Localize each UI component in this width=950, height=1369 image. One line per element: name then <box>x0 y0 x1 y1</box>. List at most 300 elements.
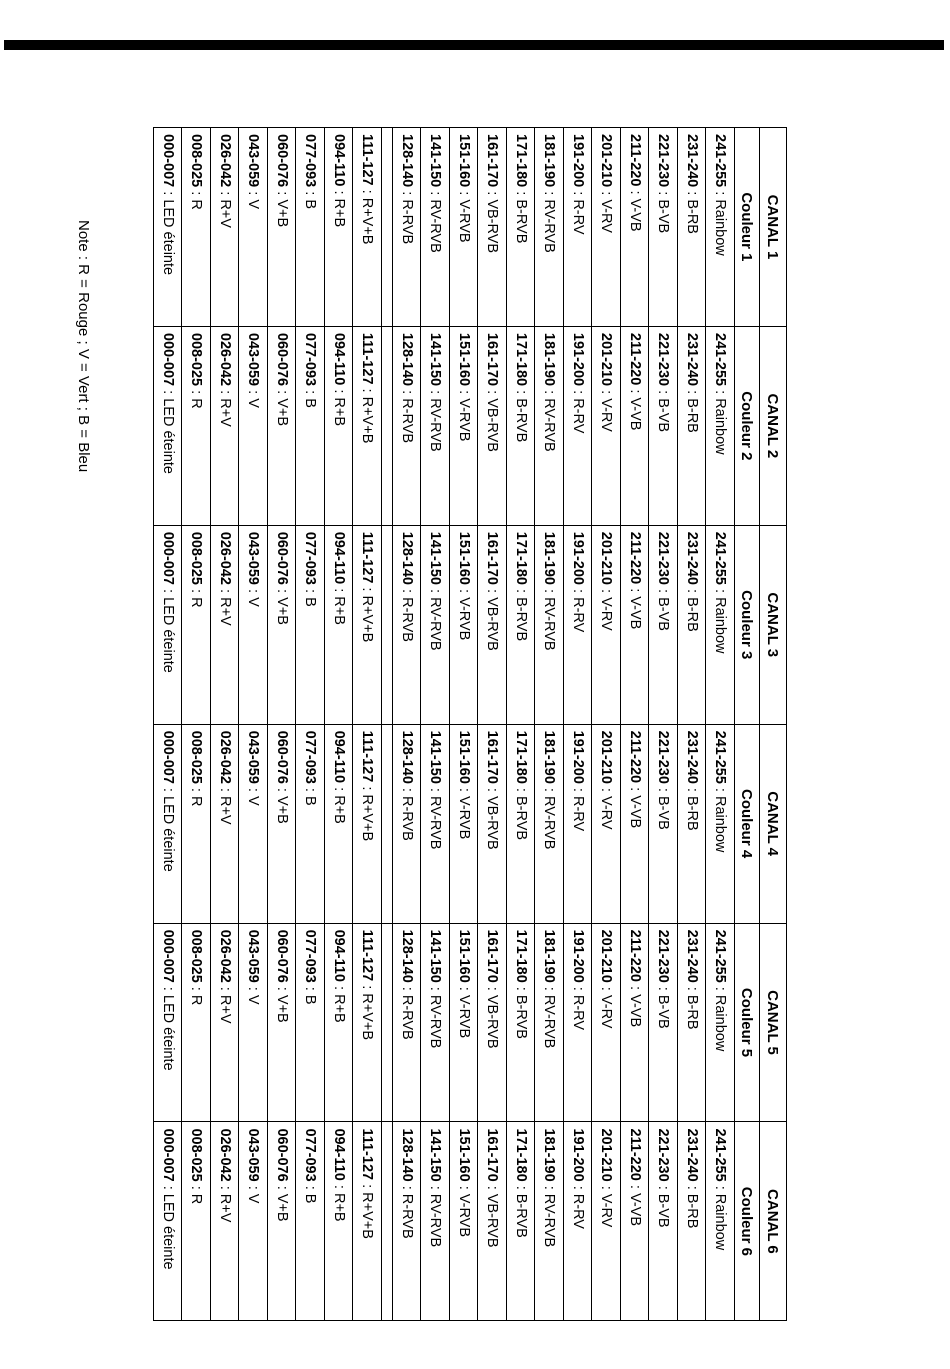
table-cell <box>678 326 707 525</box>
table-row <box>564 128 593 1321</box>
range-value: 231-240 <box>684 1128 700 1182</box>
range-value: 151-160 <box>456 134 472 188</box>
table-cell <box>478 724 507 923</box>
color-value: B <box>302 597 319 607</box>
table-cell <box>592 525 621 724</box>
separator: : <box>655 1181 672 1194</box>
color-value: B-RB <box>684 199 700 234</box>
color-value: Rainbow <box>712 994 729 1052</box>
dmx-table-container <box>160 127 787 1320</box>
separator: : <box>627 981 643 995</box>
range-value: 000-007 <box>160 531 176 585</box>
separator: : <box>245 187 262 200</box>
color-value: V-RV <box>598 199 615 233</box>
range-value: 000-007 <box>160 730 176 784</box>
color-value: VB-RVB <box>484 597 501 651</box>
range-value: 181-190 <box>541 1128 558 1182</box>
table-cell <box>535 923 564 1122</box>
separator: : <box>684 187 700 200</box>
table-cell <box>211 1122 240 1321</box>
table-row <box>450 128 479 1321</box>
range-value: 211-220 <box>627 929 643 982</box>
color-value: V+B <box>274 1193 290 1222</box>
canal-header <box>760 724 787 923</box>
table-cell <box>450 525 479 724</box>
color-value: R <box>188 1193 205 1205</box>
table-cell <box>211 525 240 724</box>
table-cell <box>393 128 422 327</box>
range-value: 026-042 <box>217 531 233 585</box>
color-value: V-RVB <box>456 1193 472 1238</box>
color-value: LED éteinte <box>160 1193 176 1270</box>
table-cell <box>239 525 268 724</box>
table-cell <box>649 525 678 724</box>
canal-label: CANAL 2 <box>764 393 782 459</box>
color-value: R-RV <box>570 994 586 1031</box>
range-value: 026-042 <box>217 332 233 387</box>
color-value: B-RVB <box>513 199 529 244</box>
spacer-cell <box>382 128 393 327</box>
range-value: 221-230 <box>655 929 672 983</box>
range-value: 043-059 <box>245 134 262 188</box>
range-value: 077-093 <box>302 1128 319 1182</box>
range-value: 111-127 <box>359 1128 376 1181</box>
table-cell <box>649 724 678 923</box>
separator: : <box>217 1181 233 1194</box>
range-value: 231-240 <box>684 929 700 983</box>
color-value: V-RV <box>598 994 615 1029</box>
color-value: V <box>245 597 262 607</box>
color-value: V-RV <box>598 795 615 830</box>
couleur-header <box>735 128 760 327</box>
table-cell <box>325 525 354 724</box>
separator: : <box>399 585 415 598</box>
separator: : <box>456 1181 472 1194</box>
table-row <box>393 128 422 1321</box>
separator: : <box>570 187 586 200</box>
separator: : <box>427 386 444 399</box>
range-value: 111-127 <box>359 531 376 584</box>
table-cell <box>393 326 422 525</box>
table-cell <box>182 128 211 327</box>
table-cell <box>421 1122 450 1321</box>
table-cell <box>450 326 479 525</box>
range-value: 151-160 <box>456 1128 472 1182</box>
range-value: 171-180 <box>513 730 529 784</box>
separator: : <box>541 585 558 598</box>
table-row <box>211 128 240 1321</box>
table-row <box>154 128 183 1321</box>
color-value: R <box>188 398 205 409</box>
table-cell <box>564 1122 593 1321</box>
separator: : <box>427 585 444 598</box>
table-cell <box>325 326 354 525</box>
table-cell <box>325 128 354 327</box>
color-value: LED éteinte <box>160 795 176 872</box>
table-cell <box>621 923 650 1122</box>
canal-label: CANAL 4 <box>764 791 782 856</box>
color-value: B-VB <box>655 1193 672 1228</box>
color-value: RV-RVB <box>427 398 444 452</box>
separator: : <box>427 783 444 796</box>
separator: : <box>399 982 415 995</box>
range-value: 060-076 <box>274 929 290 983</box>
table-cell <box>478 1122 507 1321</box>
separator: : <box>541 783 558 796</box>
range-value: 060-076 <box>274 1128 290 1182</box>
color-value: B-RB <box>684 597 700 632</box>
separator: : <box>456 982 472 995</box>
color-value: R <box>188 597 205 608</box>
color-value: VB-RVB <box>484 398 501 452</box>
table-cell <box>564 923 593 1122</box>
range-value: 191-200 <box>570 531 586 585</box>
table-row <box>268 128 297 1321</box>
color-value: RV-RVB <box>427 1193 444 1248</box>
table-cell <box>182 1122 211 1321</box>
table-cell <box>154 923 183 1122</box>
color-value: R <box>188 795 205 807</box>
color-value: V-VB <box>627 596 643 630</box>
range-value: 008-025 <box>188 929 205 983</box>
color-value: B <box>302 398 319 408</box>
color-value: Rainbow <box>712 597 729 654</box>
range-value: 043-059 <box>245 929 262 983</box>
table-cell <box>478 326 507 525</box>
range-value: 201-210 <box>598 531 615 585</box>
table-cell <box>535 326 564 525</box>
color-value: R-RVB <box>399 994 415 1040</box>
color-value: V <box>245 398 262 408</box>
range-value: 141-150 <box>427 1128 444 1182</box>
range-value: 060-076 <box>274 332 290 387</box>
separator: : <box>188 386 205 399</box>
table-cell <box>592 923 621 1122</box>
separator: : <box>484 1181 501 1194</box>
range-value: 161-170 <box>484 730 501 784</box>
range-value: 077-093 <box>302 531 319 585</box>
table-row <box>421 128 450 1321</box>
color-value: R+B <box>331 795 347 824</box>
range-value: 161-170 <box>484 531 501 585</box>
separator: : <box>399 187 415 200</box>
separator: : <box>712 982 729 995</box>
table-cell <box>182 525 211 724</box>
separator: : <box>513 1181 529 1194</box>
table-cell <box>564 128 593 327</box>
couleur-label: Couleur 1 <box>738 192 756 262</box>
spacer-cell <box>382 1122 393 1321</box>
separator: : <box>570 585 586 598</box>
separator: : <box>655 386 672 399</box>
color-value: R-RV <box>570 597 586 633</box>
separator: : <box>160 1181 176 1194</box>
canal-header <box>760 525 787 724</box>
table-cell <box>621 724 650 923</box>
separator: : <box>570 982 586 995</box>
color-value: R+B <box>331 198 347 228</box>
range-value: 077-093 <box>302 134 319 188</box>
separator: : <box>456 585 472 598</box>
color-value: V+B <box>274 597 290 625</box>
range-value: 151-160 <box>456 332 472 387</box>
color-value: LED éteinte <box>160 994 176 1071</box>
color-value: RV-RVB <box>427 199 444 253</box>
table-cell <box>421 128 450 327</box>
range-value: 141-150 <box>427 134 444 188</box>
separator: : <box>302 1181 319 1194</box>
table-cell <box>268 1122 297 1321</box>
color-value: B-RVB <box>513 1193 529 1238</box>
couleur-header <box>735 923 760 1122</box>
table-cell <box>239 326 268 525</box>
table-cell <box>421 326 450 525</box>
range-value: 000-007 <box>160 134 176 188</box>
separator: : <box>712 1181 729 1194</box>
range-value: 111-127 <box>359 730 376 783</box>
color-value: R+V <box>217 199 233 228</box>
range-value: 221-230 <box>655 531 672 585</box>
table-cell <box>564 724 593 923</box>
separator: : <box>302 982 319 995</box>
range-value: 060-076 <box>274 134 290 188</box>
range-value: 128-140 <box>399 730 415 784</box>
table-cell <box>154 1122 183 1321</box>
table-cell <box>649 1122 678 1321</box>
table-cell <box>649 128 678 327</box>
separator: : <box>484 585 501 598</box>
separator: : <box>302 783 319 796</box>
color-value: B-RVB <box>513 994 529 1039</box>
color-value: R+V <box>217 1193 233 1223</box>
separator: : <box>274 982 290 995</box>
separator: : <box>541 187 558 200</box>
color-value: V-RVB <box>456 199 472 243</box>
color-value: Rainbow <box>712 1193 729 1251</box>
color-value: RV-RVB <box>541 795 558 850</box>
range-value: 008-025 <box>188 332 205 387</box>
couleur-header <box>735 326 760 525</box>
separator: : <box>541 1181 558 1194</box>
legend-note: Note : R = Rouge ; V = Vert ; B = Bleu <box>75 220 92 473</box>
separator: : <box>217 386 233 399</box>
canal-label: CANAL 1 <box>764 194 782 260</box>
couleur-label: Couleur 5 <box>738 987 756 1058</box>
table-cell <box>154 525 183 724</box>
color-value: B <box>302 1193 319 1204</box>
separator: : <box>598 783 615 796</box>
color-value: VB-RVB <box>484 795 501 850</box>
separator: : <box>399 386 415 399</box>
table-cell <box>507 128 536 327</box>
canal-label: CANAL 3 <box>764 592 782 658</box>
separator: : <box>513 386 529 399</box>
range-value: 211-220 <box>627 730 643 784</box>
range-value: 111-127 <box>359 929 376 982</box>
table-cell <box>296 128 325 327</box>
table-cell <box>621 525 650 724</box>
separator: : <box>684 585 700 598</box>
color-value: Rainbow <box>712 199 729 256</box>
range-value: 171-180 <box>513 531 529 585</box>
separator: : <box>655 982 672 995</box>
color-value: B-VB <box>655 994 672 1029</box>
table-row <box>535 128 564 1321</box>
canal-header <box>760 326 787 525</box>
separator: : <box>188 783 205 796</box>
separator: : <box>188 585 205 598</box>
color-value: V+B <box>274 795 290 824</box>
table-row <box>621 128 650 1321</box>
table-cell <box>706 326 735 525</box>
table-cell <box>182 923 211 1122</box>
color-value: B-RVB <box>513 597 529 642</box>
color-value: B-RVB <box>513 795 529 841</box>
table-cell <box>507 1122 536 1321</box>
separator: : <box>712 783 729 796</box>
table-cell <box>421 525 450 724</box>
range-value: 241-255 <box>712 730 729 784</box>
range-value: 077-093 <box>302 730 319 784</box>
table-cell <box>211 326 240 525</box>
color-value: R-RVB <box>399 597 415 642</box>
color-value: B-VB <box>655 597 672 631</box>
table-row <box>182 128 211 1321</box>
table-cell <box>353 923 382 1122</box>
color-value: V-VB <box>627 994 643 1028</box>
canal-header <box>760 128 787 327</box>
color-value: B-RB <box>684 994 700 1030</box>
range-value: 008-025 <box>188 531 205 585</box>
color-value: R-RV <box>570 199 586 235</box>
table-cell <box>393 525 422 724</box>
color-value: RV-RVB <box>427 994 444 1049</box>
range-value: 231-240 <box>684 332 700 387</box>
separator: : <box>570 386 586 399</box>
table-cell <box>353 525 382 724</box>
color-value: R+V+B <box>359 993 376 1041</box>
range-value: 008-025 <box>188 1128 205 1182</box>
separator: : <box>245 386 262 399</box>
couleur-header <box>735 724 760 923</box>
table-cell <box>706 923 735 1122</box>
color-value: V-RVB <box>456 795 472 840</box>
color-value: RV-RVB <box>541 597 558 651</box>
separator: : <box>513 982 529 995</box>
range-value: 141-150 <box>427 332 444 387</box>
table-cell <box>450 1122 479 1321</box>
range-value: 221-230 <box>655 730 672 784</box>
table-cell <box>325 724 354 923</box>
table-cell <box>353 326 382 525</box>
table-cell <box>478 923 507 1122</box>
range-value: 043-059 <box>245 730 262 784</box>
table-cell <box>325 923 354 1122</box>
range-value: 241-255 <box>712 929 729 983</box>
range-value: 094-110 <box>331 929 347 982</box>
table-cell <box>507 724 536 923</box>
color-value: V-RV <box>598 1193 615 1228</box>
table-row <box>353 128 382 1321</box>
range-value: 043-059 <box>245 531 262 585</box>
color-value: VB-RVB <box>484 1193 501 1248</box>
separator: : <box>456 386 472 399</box>
color-value: V <box>245 994 262 1005</box>
top-rule <box>4 40 944 50</box>
separator: : <box>541 386 558 399</box>
separator: : <box>217 783 233 796</box>
range-value: 077-093 <box>302 929 319 983</box>
table-cell <box>182 326 211 525</box>
color-value: LED éteinte <box>160 398 176 474</box>
table-cell <box>535 128 564 327</box>
separator: : <box>359 583 376 596</box>
separator: : <box>302 187 319 200</box>
table-row <box>649 128 678 1321</box>
separator: : <box>188 1181 205 1194</box>
color-value: R+V+B <box>359 197 376 245</box>
separator: : <box>217 982 233 995</box>
separator: : <box>513 585 529 598</box>
color-value: R+V <box>217 795 233 825</box>
range-value: 077-093 <box>302 332 319 387</box>
table-cell <box>621 1122 650 1321</box>
color-value: R+V <box>217 398 233 427</box>
table-cell <box>211 128 240 327</box>
separator: : <box>302 386 319 399</box>
table-row <box>592 128 621 1321</box>
range-value: 094-110 <box>331 332 347 386</box>
separator: : <box>331 1180 347 1193</box>
range-value: 221-230 <box>655 332 672 387</box>
separator: : <box>160 386 176 399</box>
table-cell <box>296 525 325 724</box>
separator: : <box>245 585 262 598</box>
table-cell <box>507 525 536 724</box>
color-value: RV-RVB <box>541 1193 558 1248</box>
table-cell <box>678 525 707 724</box>
separator: : <box>217 585 233 598</box>
table-row <box>478 128 507 1321</box>
separator: : <box>598 585 615 598</box>
separator: : <box>684 783 700 796</box>
separator: : <box>484 187 501 200</box>
range-value: 241-255 <box>712 134 729 188</box>
range-value: 141-150 <box>427 929 444 983</box>
color-value: V <box>245 1193 262 1204</box>
table-cell <box>239 724 268 923</box>
separator: : <box>598 386 615 399</box>
separator: : <box>484 783 501 796</box>
range-value: 128-140 <box>399 1128 415 1182</box>
separator: : <box>541 982 558 995</box>
table-row <box>239 128 268 1321</box>
range-value: 026-042 <box>217 929 233 983</box>
canal-header <box>760 923 787 1122</box>
color-value: R-RV <box>570 1193 586 1229</box>
separator: : <box>359 782 376 795</box>
table-cell <box>296 923 325 1122</box>
separator: : <box>359 981 376 994</box>
table-cell <box>211 724 240 923</box>
table-cell <box>239 1122 268 1321</box>
table-cell <box>535 525 564 724</box>
table-cell <box>353 1122 382 1321</box>
couleur-header <box>735 1122 760 1321</box>
separator: : <box>712 386 729 399</box>
color-value: RV-RVB <box>427 795 444 850</box>
range-value: 201-210 <box>598 332 615 387</box>
